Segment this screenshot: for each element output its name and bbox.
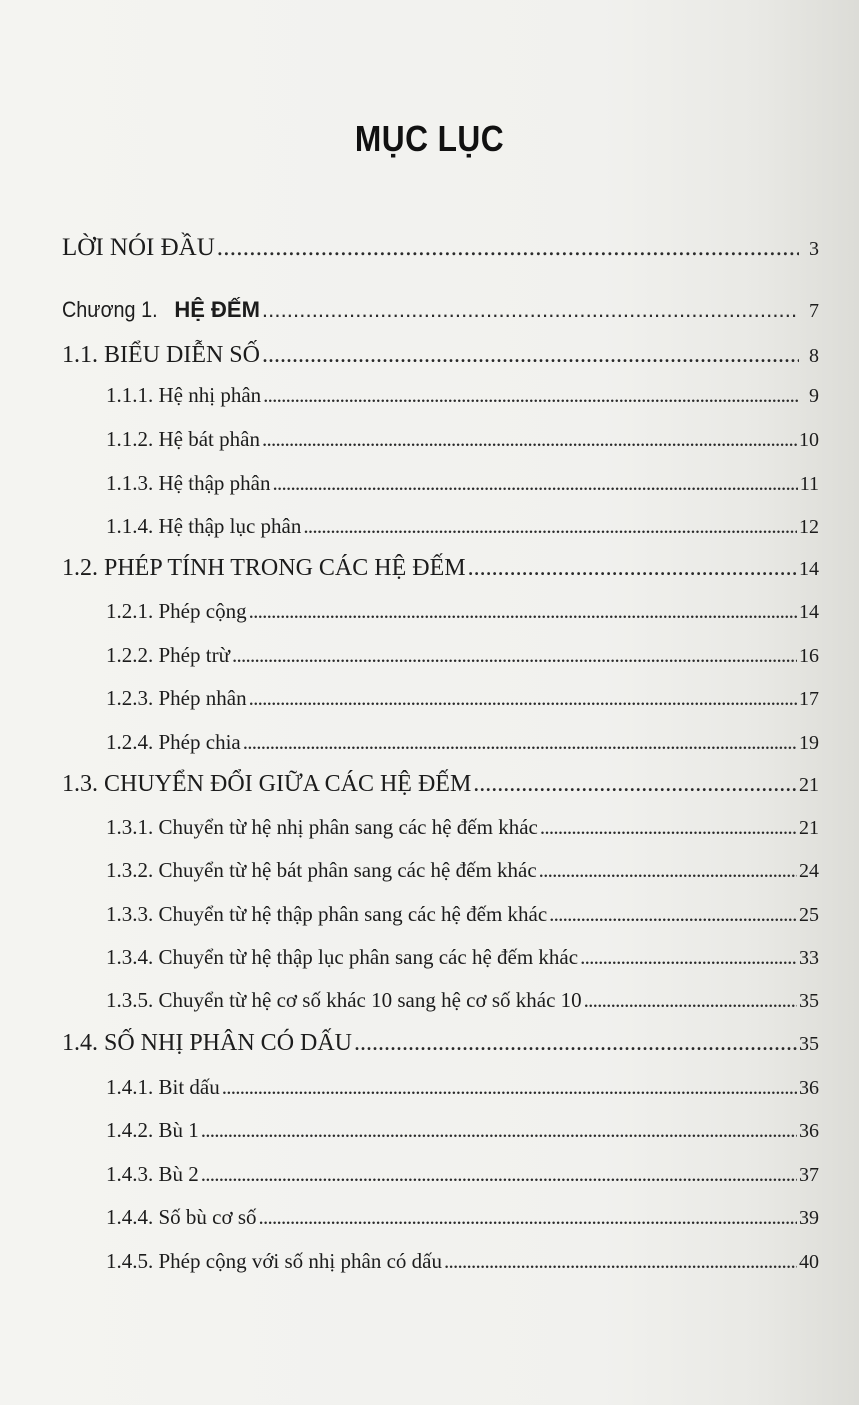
chapter-prefix: Chương 1. (62, 297, 158, 322)
toc-page-number: 25 (799, 904, 819, 926)
toc-entry-label: LỜI NÓI ĐẦU (62, 234, 215, 261)
dot-leader (540, 815, 797, 840)
toc-page-number: 3 (809, 238, 819, 260)
toc-entry-chapter-1[interactable] (62, 297, 819, 323)
toc-entry-label: 1.2.2. Phép trừ (106, 643, 230, 667)
toc-entry-section-1-2[interactable] (62, 555, 819, 582)
toc-entry-label: 1.1.3. Hệ thập phân (106, 471, 271, 495)
dot-leader (222, 1075, 797, 1100)
toc-entry-label: 1.3.5. Chuyển từ hệ cơ số khác 10 sang hệ cơ số khác 10 (106, 988, 582, 1012)
toc-page-number: 36 (799, 1077, 819, 1099)
toc-entry-1-3-4[interactable] (106, 945, 819, 970)
dot-leader (303, 514, 797, 539)
toc-entry-label: 1.2.3. Phép nhân (106, 686, 247, 710)
dot-leader (584, 988, 797, 1013)
toc-entry-label: 1.4.5. Phép cộng với số nhị phân có dấu (106, 1249, 442, 1273)
dot-leader (444, 1249, 797, 1274)
toc-entry-1-4-3[interactable] (106, 1162, 819, 1187)
toc-entry-label: 1.3.4. Chuyển từ hệ thập lục phân sang các hệ đếm khác (106, 945, 579, 969)
toc-page-number: 16 (799, 645, 819, 667)
toc-page-number: 10 (799, 429, 819, 451)
toc-entry-label: 1.2. PHÉP TÍNH TRONG CÁC HỆ ĐẾM (62, 555, 466, 581)
toc-entry-1-3-5[interactable] (106, 988, 819, 1013)
toc-page-number: 21 (799, 817, 819, 839)
toc-page-number: 33 (799, 947, 819, 969)
toc-page-number: 40 (799, 1251, 819, 1273)
toc-entry-1-1-1[interactable] (106, 383, 819, 408)
toc-entry-section-1-3[interactable] (62, 771, 819, 798)
page-title: MỤC LỤC (354, 118, 505, 159)
toc-entry-label: 1.3.3. Chuyển từ hệ thập phân sang các hệ đếm khác (106, 902, 548, 926)
dot-leader (549, 902, 797, 927)
toc-entry-label: 1.3.2. Chuyển từ hệ bát phân sang các hệ đếm khác (106, 858, 537, 882)
toc-entry-1-4-4[interactable] (106, 1205, 819, 1230)
toc-page-number: 12 (799, 516, 819, 538)
dot-leader (473, 771, 797, 798)
dot-leader (262, 297, 799, 323)
toc-entry-label: 1.4.3. Bù 2 (106, 1162, 199, 1186)
toc-entry-label: 1.1.1. Hệ nhị phân (106, 383, 262, 407)
toc-entry-1-1-2[interactable] (106, 427, 819, 452)
toc-entry-1-4-1[interactable] (106, 1075, 819, 1100)
dot-leader (262, 427, 797, 452)
toc-entry-1-1-4[interactable] (106, 514, 819, 539)
toc-page-number: 24 (799, 860, 819, 882)
toc-entry-1-3-2[interactable] (106, 858, 819, 883)
toc-entry-label: 1.4.4. Số bù cơ số (106, 1205, 257, 1229)
dot-leader (259, 1205, 797, 1230)
dot-leader (232, 643, 797, 668)
dot-leader (217, 234, 799, 262)
dot-leader (262, 342, 799, 369)
toc-entry-1-2-2[interactable] (106, 643, 819, 668)
toc-page-number: 14 (799, 558, 819, 580)
toc-page-number: 39 (799, 1207, 819, 1229)
toc-page-number: 35 (799, 990, 819, 1012)
chapter-title: HỆ ĐẾM (174, 297, 260, 322)
toc-page-number: 36 (799, 1120, 819, 1142)
toc-entry-label: 1.2.4. Phép chia (106, 730, 241, 754)
dot-leader (468, 555, 797, 582)
toc-page-number: 19 (799, 732, 819, 754)
toc-entry-1-4-2[interactable] (106, 1118, 819, 1143)
toc-entry-1-3-3[interactable] (106, 902, 819, 927)
toc-entry-section-1-1[interactable] (62, 342, 819, 369)
toc-entry-label: 1.2.1. Phép cộng (106, 599, 247, 623)
toc-page-number: 35 (799, 1033, 819, 1055)
toc-entry-label: 1.3. CHUYỂN ĐỔI GIỮA CÁC HỆ ĐẾM (62, 771, 472, 797)
dot-leader (263, 383, 799, 408)
toc-entry-1-2-4[interactable] (106, 730, 819, 755)
toc-entry-1-1-3[interactable] (106, 471, 819, 496)
toc-page-number: 14 (799, 601, 819, 623)
toc-page-number: 21 (799, 774, 819, 796)
toc-entry-label: 1.1.2. Hệ bát phân (106, 427, 260, 451)
dot-leader (201, 1118, 797, 1143)
toc-page-number: 9 (809, 385, 819, 407)
dot-leader (354, 1030, 797, 1057)
dot-leader (580, 945, 797, 970)
toc-page-number: 7 (809, 300, 819, 322)
toc-page-number: 37 (799, 1164, 819, 1186)
dot-leader (249, 599, 797, 624)
toc-entry-1-2-1[interactable] (106, 599, 819, 624)
toc-entry-1-4-5[interactable] (106, 1249, 819, 1274)
toc-page-number: 11 (799, 473, 819, 495)
dot-leader (249, 686, 797, 711)
toc-entry-label: 1.4. SỐ NHỊ PHÂN CÓ DẤU (62, 1030, 353, 1056)
toc-entry-label: 1.1. BIỂU DIỄN SỐ (62, 342, 260, 368)
toc-entry-label: 1.1.4. Hệ thập lục phân (106, 514, 302, 538)
toc-entry-preface[interactable] (62, 234, 819, 262)
toc-page-number: 8 (809, 345, 819, 367)
dot-leader (201, 1162, 797, 1187)
dot-leader (272, 471, 797, 496)
toc-entry-label (62, 297, 260, 323)
toc-entry-1-2-3[interactable] (106, 686, 819, 711)
toc-entry-1-3-1[interactable] (106, 815, 819, 840)
toc-entry-label: 1.3.1. Chuyển từ hệ nhị phân sang các hệ đếm khác (106, 815, 538, 839)
dot-leader (539, 858, 797, 883)
toc-entry-label: 1.4.1. Bit dấu (106, 1075, 220, 1099)
dot-leader (243, 730, 797, 755)
toc-entry-label: 1.4.2. Bù 1 (106, 1118, 199, 1142)
toc-entry-section-1-4[interactable] (62, 1030, 819, 1057)
toc-page-number: 17 (799, 688, 819, 710)
